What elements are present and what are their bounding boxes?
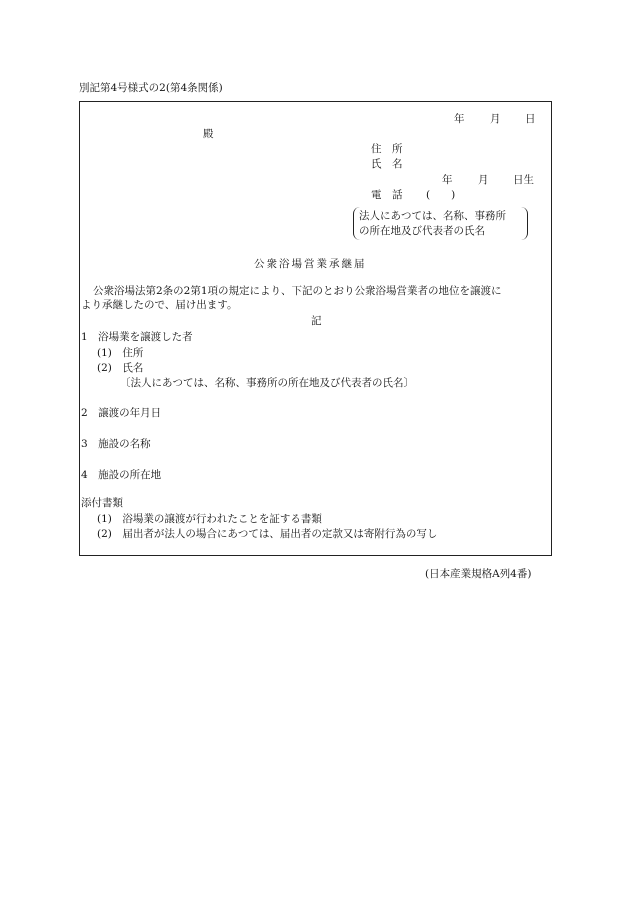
date-month: 月 bbox=[490, 113, 501, 125]
address-label-2: 所 bbox=[392, 143, 403, 155]
item1-sub1: (1) 住所 bbox=[97, 347, 144, 359]
birth-day: 日生 bbox=[513, 174, 534, 186]
form-box bbox=[79, 101, 552, 556]
attachments-heading: 添付書類 bbox=[81, 497, 123, 509]
document-title: 公衆浴場営業承継届 bbox=[254, 258, 367, 270]
item4: 4 施設の所在地 bbox=[81, 469, 162, 481]
item1-heading: 1 浴場業を譲渡した者 bbox=[81, 331, 193, 343]
item2: 2 譲渡の年月日 bbox=[81, 407, 162, 419]
paper-size-note: (日本産業規格A列4番) bbox=[425, 568, 532, 580]
phone-label-2: 話 bbox=[392, 189, 403, 201]
name-label-2: 名 bbox=[392, 158, 403, 170]
attachment-2: (2) 届出者が法人の場合にあつては、届出者の定款又は寄附行為の写し bbox=[97, 528, 438, 540]
address-label-1: 住 bbox=[371, 143, 382, 155]
body-line-1: 公衆浴場法第2条の2第1項の規定により、下記のとおり公衆浴場営業者の地位を譲渡に bbox=[93, 285, 502, 297]
phone-paren: ( ) bbox=[426, 189, 456, 201]
addressee-suffix: 殿 bbox=[203, 128, 214, 140]
item1-note: 〔法人にあつては、名称、事務所の所在地及び代表者の氏名〕 bbox=[120, 377, 414, 389]
corporate-note-bracket bbox=[353, 207, 528, 240]
ki-marker: 記 bbox=[311, 315, 322, 327]
attachment-1: (1) 浴場業の譲渡が行われたことを証する書類 bbox=[97, 513, 322, 525]
birth-year: 年 bbox=[442, 174, 453, 186]
body-line-2: より承継したので、届け出ます。 bbox=[81, 299, 238, 311]
date-day: 日 bbox=[525, 113, 536, 125]
name-label-1: 氏 bbox=[371, 158, 382, 170]
corporate-note-line2: の所在地及び代表者の氏名 bbox=[359, 225, 485, 237]
form-label: 別記第4号様式の2(第4条関係) bbox=[79, 82, 223, 94]
date-year: 年 bbox=[454, 113, 465, 125]
birth-month: 月 bbox=[478, 174, 489, 186]
corporate-note-line1: 法人にあつては、名称、事務所 bbox=[359, 210, 506, 222]
phone-label-1: 電 bbox=[371, 189, 382, 201]
item3: 3 施設の名称 bbox=[81, 438, 151, 450]
item1-sub2: (2) 氏名 bbox=[97, 362, 144, 374]
